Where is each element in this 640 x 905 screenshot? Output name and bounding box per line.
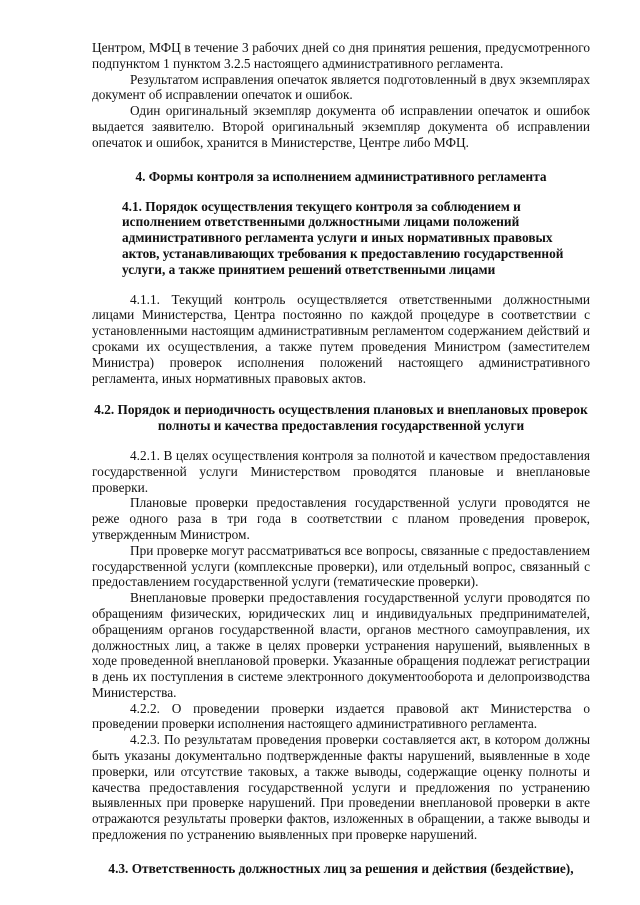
- paragraph-4-2-3: 4.2.3. По результатам проведения проверки составляется акт, в котором должны быть указаны документально подтвержденные факты нарушений, выявленные в ходе проверки, или отсутствие таковых, а также выводы, содержащие оценку полноты и качества предоставления государственной услуги и предложения по устранению выявленных при проверке нарушений. При проведении внеплановой проверки в акте отражаются результаты проверки фактов, изложенных в обращении, а также выводы и предложения по устранению выявленных при проверке нарушений.: [92, 732, 590, 843]
- paragraph-4-2-2: 4.2.2. О проведении проверки издается правовой акт Министерства о проведении проверки исполнения настоящего административного регламента.: [92, 700, 590, 732]
- paragraph-continuation: Центром, МФЦ в течение 3 рабочих дней со дня принятия решения, предусмотренного подпунктом 1 пунктом 3.2.5 настоящего административного регламента.: [92, 40, 590, 71]
- section-4-title: 4. Формы контроля за исполнением административного регламента: [135, 168, 547, 184]
- subsection-4-2-title: 4.2. Порядок и периодичность осуществления плановых и внеплановых проверок полноты и качества предоставления государственной услуги: [94, 402, 588, 434]
- paragraph-planned-checks: Плановые проверки предоставления государственной услуги проводятся не реже одного раза в три года в соответствии с планом проведения проверок, утвержденным Министром.: [92, 495, 590, 542]
- paragraph-correction-result: Результатом исправления опечаток является подготовленный в двух экземплярах документ об исправлении опечаток и ошибок.: [92, 71, 590, 103]
- paragraph-unplanned-checks: Внеплановые проверки предоставления государственной услуги проводятся по обращениям физических, юридических лиц и индивидуальных предпринимателей, обращениям органов государственной власти, органов местного самоуправления, их должностных лиц, а также в целях проверки устранения нарушений, выявленных в ходе проведенной внеплановой проверки. Указанные обращения подлежат регистрации в день их поступления в системе электронного документооборота и делопроизводства Министерства.: [92, 590, 590, 700]
- paragraph-4-1-1: 4.1.1. Текущий контроль осуществляется ответственными должностными лицами Министерства, Центра постоянно по каждой процедуре в соответствии с установленными настоящим административным регламентом содержанием действий и сроками их осуществления, а также путем проведения Министром (заместителем Министра) проверок исполнения положений настоящего административного регламента, иных нормативных правовых актов.: [92, 291, 590, 386]
- subsection-4-3-title: 4.3. Ответственность должностных лиц за решения и действия (бездействие),: [108, 860, 574, 876]
- paragraph-original-copies: Один оригинальный экземпляр документа об исправлении опечаток и ошибок выдается заявителю. Второй оригинальный экземпляр документа об исправлении опечаток и ошибок, хранится в Министерстве, Центре либо МФЦ.: [92, 103, 590, 150]
- paragraph-check-scope: При проверке могут рассматриваться все вопросы, связанные с предоставлением государственной услуги (комплексные проверки), или отдельный вопрос, связанный с предоставлением государственной услуги (тематические проверки).: [92, 542, 591, 590]
- paragraph-4-2-1: 4.2.1. В целях осуществления контроля за полнотой и качеством предоставления государственной услуги Министерством проводятся плановые и внеплановые проверки.: [92, 447, 590, 495]
- subsection-4-1-title: 4.1. Порядок осуществления текущего контроля за соблюдением и исполнением ответственными должностными лицами положений административного регламента услуги и иных нормативных правовых актов, устанавливающих требования к предоставлению государственной услуги, а также принятием решений ответственными лицами: [122, 198, 564, 277]
